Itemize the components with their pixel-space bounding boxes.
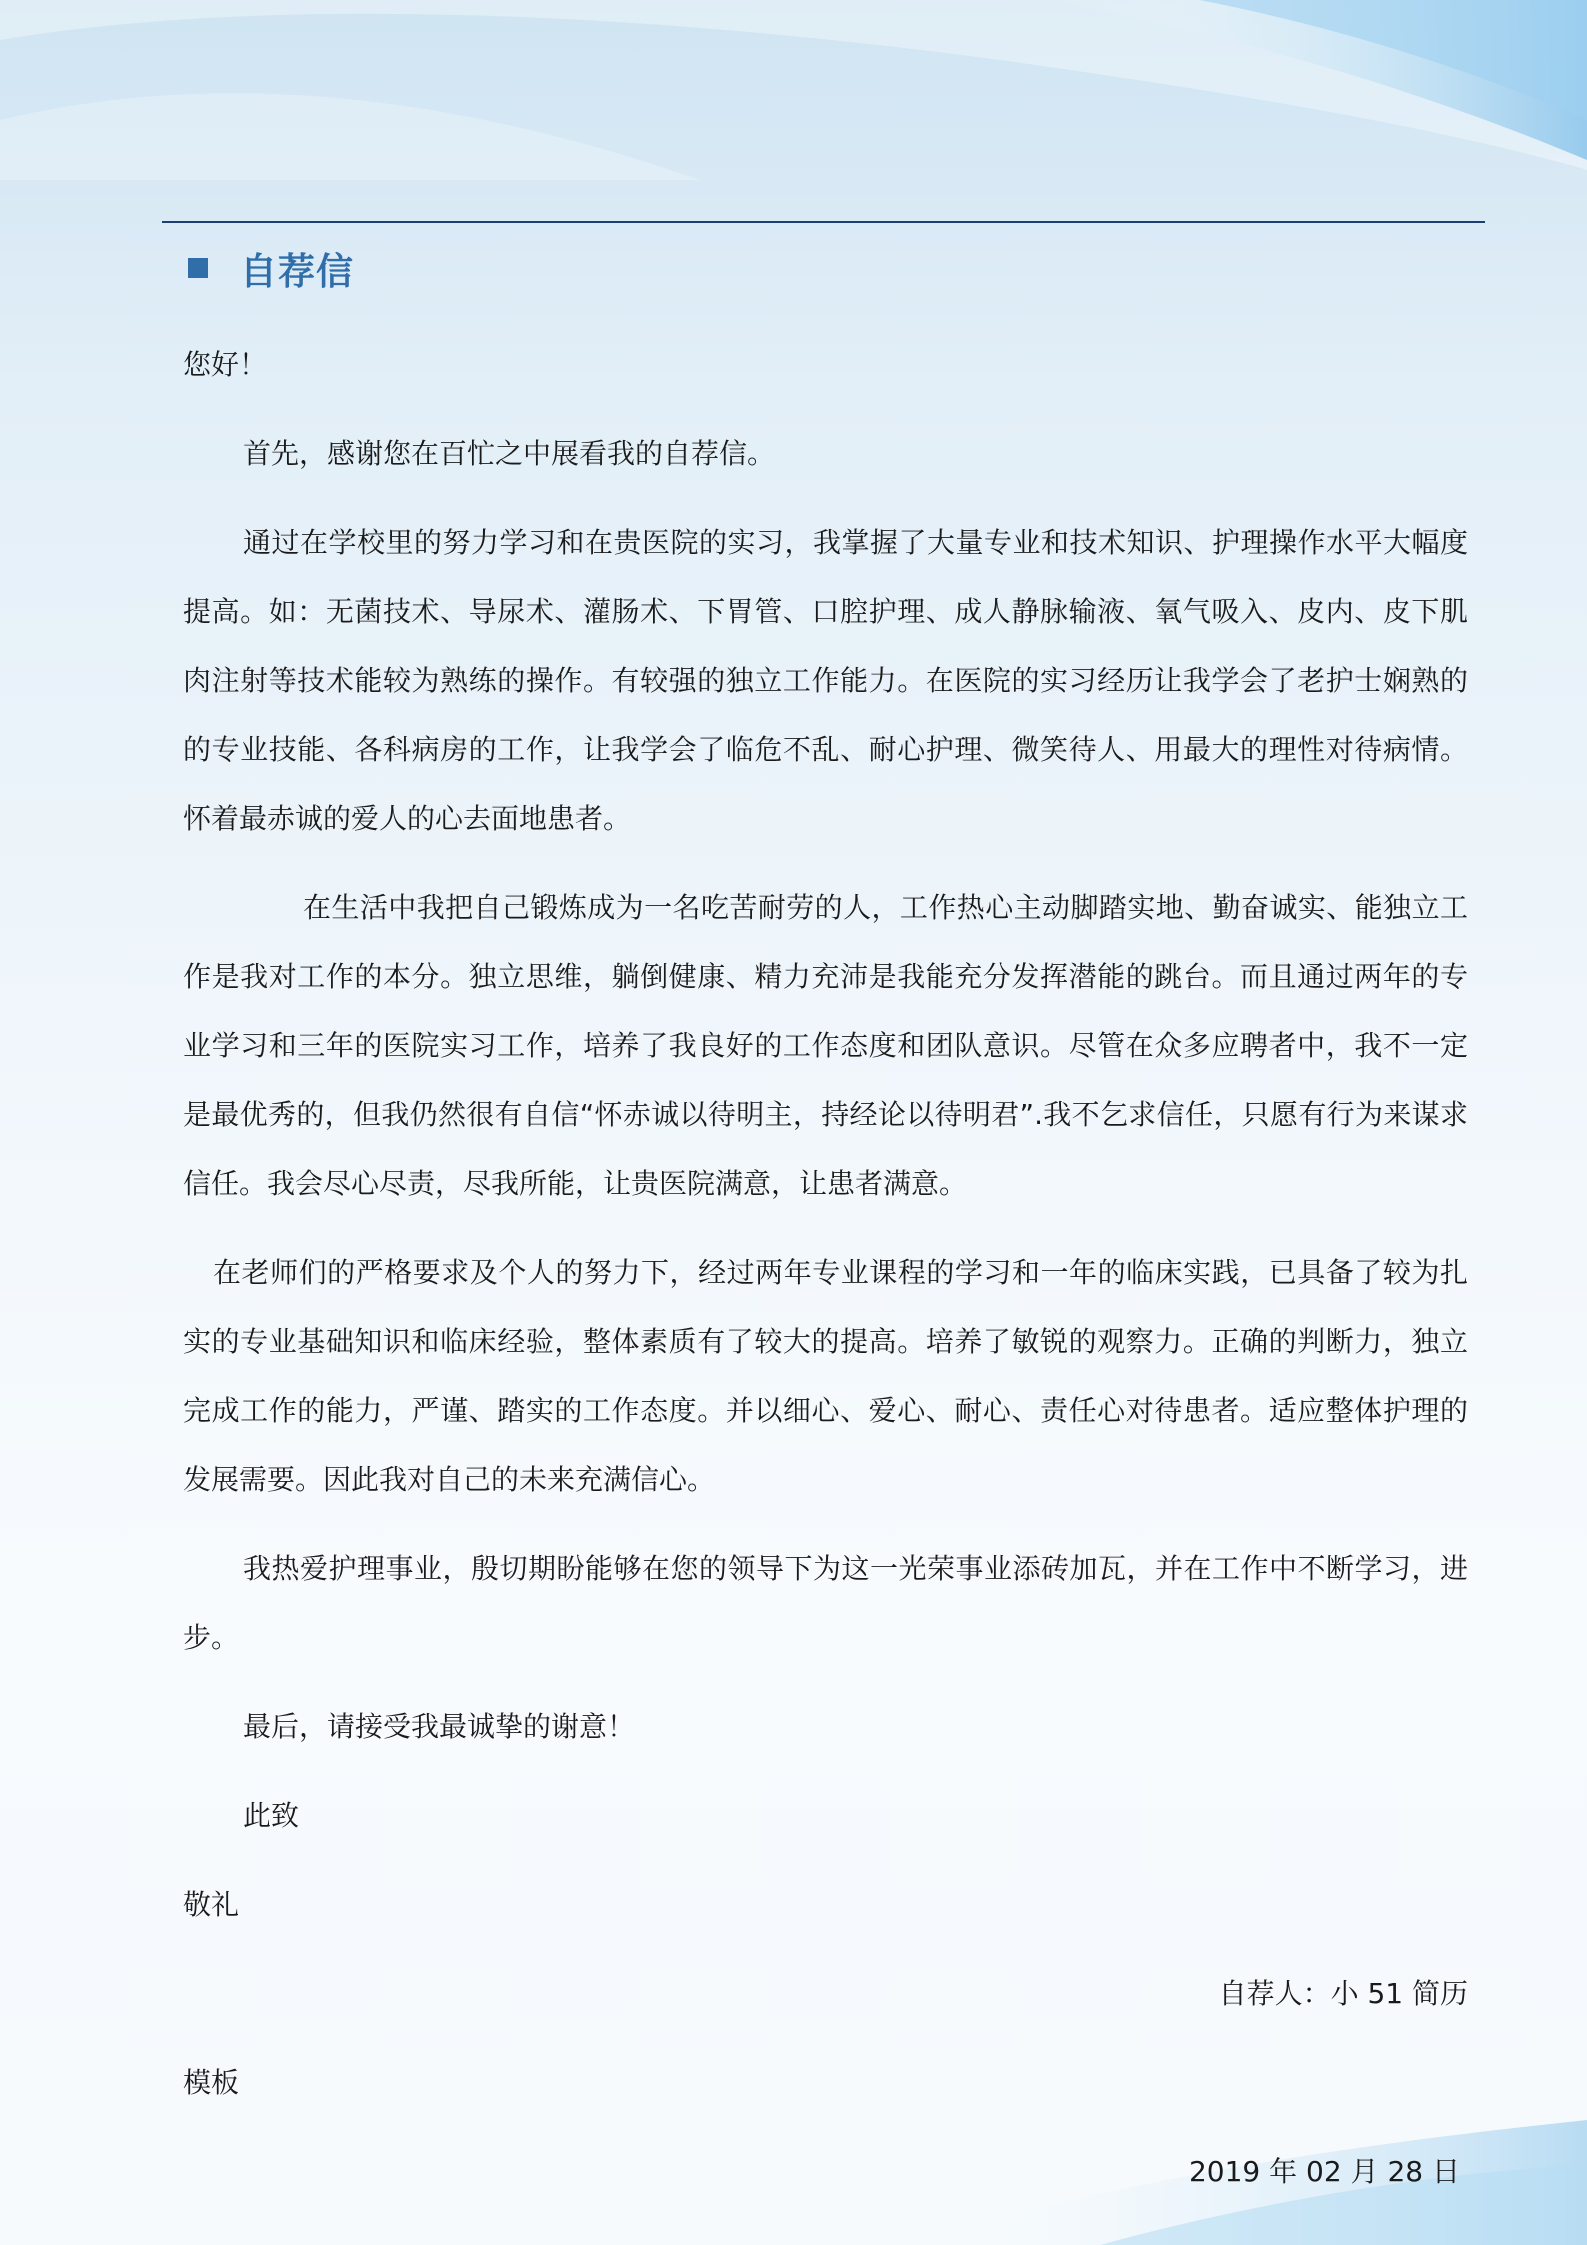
paragraph-gratitude: 最后，请接受我最诚挚的谢意！	[243, 1710, 636, 1743]
heading-title: 自荐信	[240, 250, 354, 293]
heading-square-icon	[188, 258, 208, 278]
closing-respect: 敬礼	[183, 1888, 240, 1921]
paragraph-education: 在老师们的严格要求及个人的努力下，经过两年专业课程的学习和一年的临床实践，已具备了较为扎实的专业基础知识和临床经验，整体素质有了较大的提高。培养了敏锐的观察力。正确的判断力，独立完成工作的能力，严谨、踏实的工作态度。并以细心、爱心、耐心、责任心对待患者。适应整体护理的发展需要。因此我对自己的未来充满信心。	[183, 1256, 1468, 1496]
section-heading	[188, 238, 354, 298]
signer-tail: 模板	[183, 2066, 240, 2099]
signer-line: 自荐人：小 51 简历	[1218, 1977, 1468, 2010]
letter-body	[183, 330, 1468, 2206]
paragraph-aspiration: 我热爱护理事业，殷切期盼能够在您的领导下为这一光荣事业添砖加瓦，并在工作中不断学习，进步。	[183, 1552, 1468, 1654]
paragraph-thanks: 首先，感谢您在百忙之中展看我的自荐信。	[243, 437, 776, 470]
closing-salutation: 此致	[243, 1799, 300, 1832]
paragraph-character: 在生活中我把自己锻炼成为一名吃苦耐劳的人，工作热心主动脚踏实地、勤奋诚实、能独立工作是我对工作的本分。独立思维，躺倒健康、精力充沛是我能充分发挥潜能的跳台。而且通过两年的专业学习和三年的医院实习工作，培养了我良好的工作态度和团队意识。尽管在众多应聘者中，我不一定是最优秀的，但我仍然很有自信“怀赤诚以待明主，持经论以待明君”.我不乞求信任，只愿有行为来谋求信任。我会尽心尽责，尽我所能，让贵医院满意，让患者满意。	[183, 891, 1468, 1200]
paragraph-skills: 通过在学校里的努力学习和在贵医院的实习，我掌握了大量专业和技术知识、护理操作水平大幅度提高。如：无菌技术、导尿术、灌肠术、下胃管、口腔护理、成人静脉输液、氧气吸入、皮内、皮下肌肉注射等技术能较为熟练的操作。有较强的独立工作能力。在医院的实习经历让我学会了老护士娴熟的的专业技能、各科病房的工作，让我学会了临危不乱、耐心护理、微笑待人、用最大的理性对待病情。怀着最赤诚的爱人的心去面地患者。	[183, 526, 1468, 835]
header-rule	[162, 221, 1485, 223]
letter-date: 2019 年 02 月 28 日	[1188, 2155, 1460, 2188]
greeting: 您好！	[183, 348, 268, 381]
